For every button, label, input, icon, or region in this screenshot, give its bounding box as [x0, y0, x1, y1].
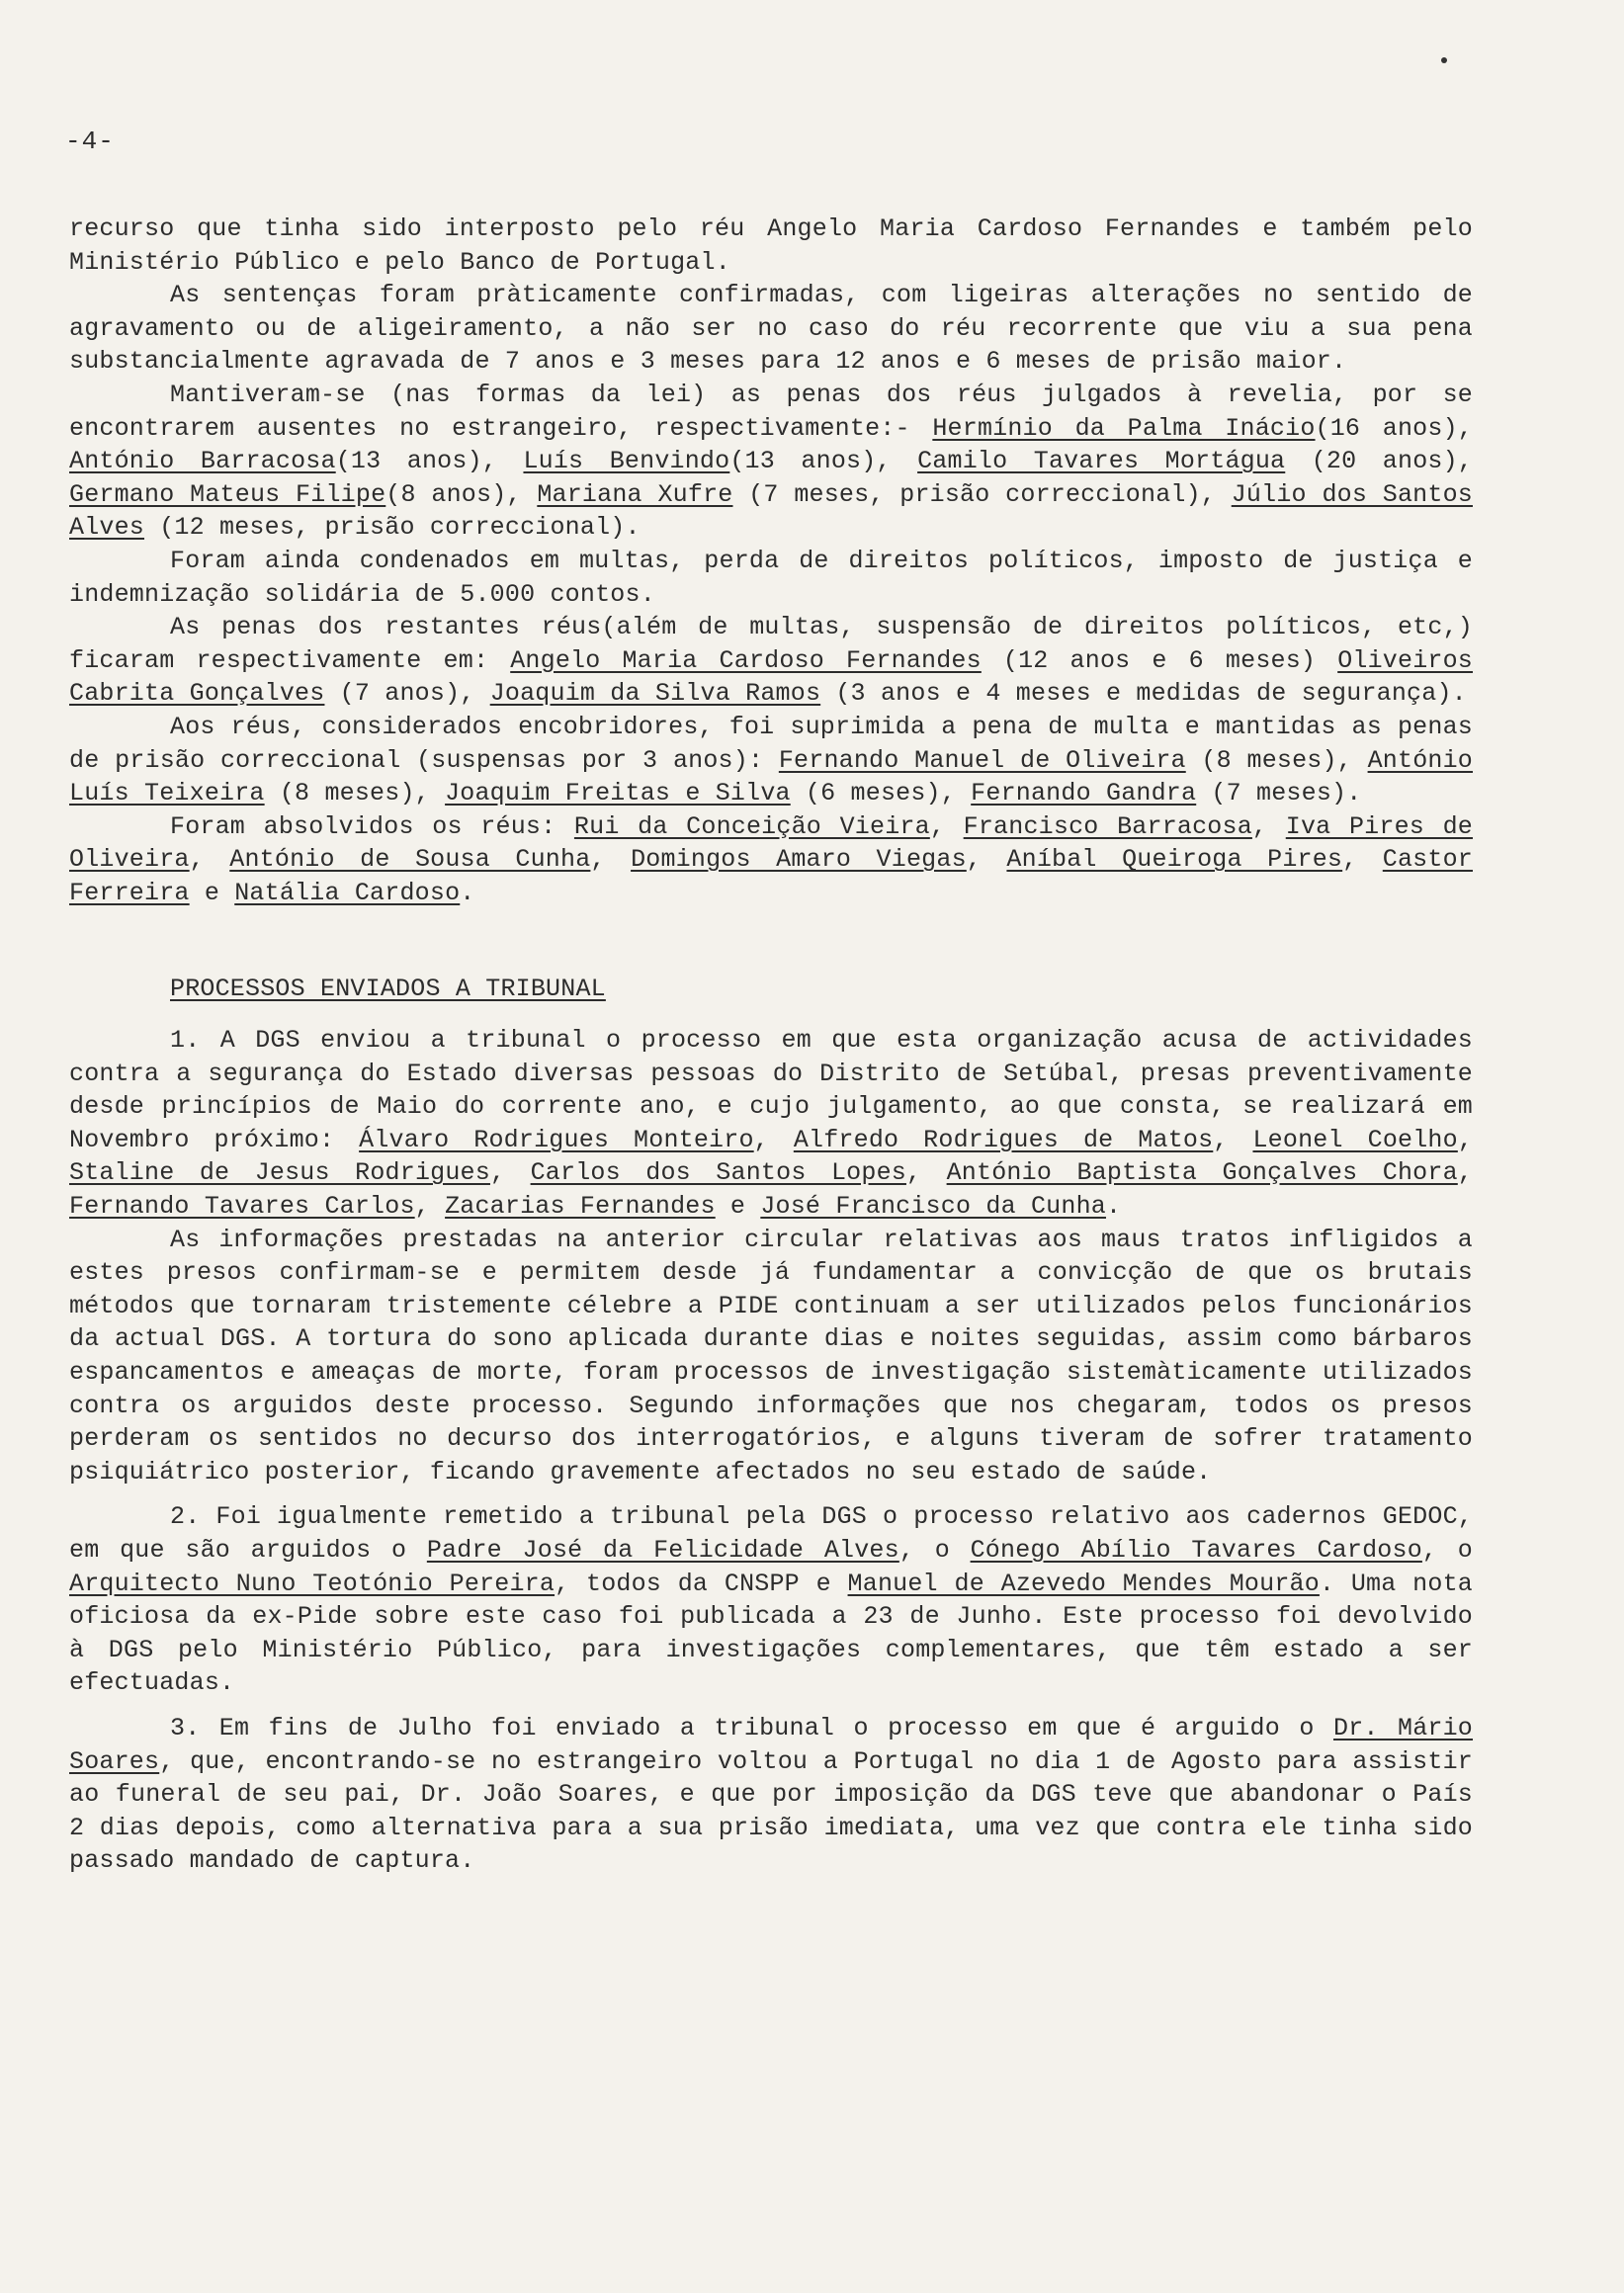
- paragraph-text: Foram ainda condenados em multas, perda de direitos políticos, imposto de justiça e indemnização solidária de 5.000 contos.: [69, 546, 1473, 609]
- paragraph-text: ,: [753, 1125, 794, 1154]
- underlined-name: Angelo Maria Cardoso Fernandes: [510, 645, 982, 675]
- paragraph-text: (13 anos),: [335, 447, 524, 476]
- underlined-name: Castor Ferreira: [69, 845, 1473, 907]
- underlined-name: Fernando Manuel de Oliveira: [778, 745, 1186, 775]
- paragraph-text: Mantiveram-se (nas formas da lei) as penas dos réus julgados à revelia, por se encontrarem ausentes no estrangeiro, respectivamente:-: [69, 380, 1473, 443]
- paragraph: [69, 711, 1473, 810]
- underlined-name: António Baptista Gonçalves Chora: [946, 1158, 1458, 1188]
- paragraph-text: ,: [189, 845, 230, 875]
- underlined-name: Carlos dos Santos Lopes: [530, 1158, 906, 1188]
- paragraph-text: e: [189, 878, 235, 907]
- underlined-name: Cónego Abílio Tavares Cardoso: [970, 1535, 1422, 1565]
- paragraph-text: ,: [1457, 1125, 1474, 1154]
- paragraph-text: (16 anos),: [1315, 413, 1473, 443]
- underlined-name: Hermínio da Palma Inácio: [932, 413, 1316, 443]
- paragraph-text: (13 anos),: [729, 447, 918, 476]
- paragraph-text: (12 anos e 6 meses): [981, 645, 1338, 675]
- underlined-name: Joaquim Freitas e Silva: [445, 779, 791, 808]
- paragraph-text: As informações prestadas na anterior circular relativas aos maus tratos infligidos a estes presos confirmam-se e permitem desde já fundamentar a convicção de que os brutais métodos que tornaram tristemente célebre a PIDE continuam a ser utilizados pelos funcionários da actual DGS. A tortura do sono aplicada durante dias e noites seguidas, assim como bárbaros espancamentos e ameaças de morte, foram processos de investigação sistemàticamente utilizados contra os arguidos deste processo. Segundo informações que nos chegaram, todos os presos perderam os sentidos no decurso dos interrogatórios, e alguns tiveram de sofrer tratamento psiquiátrico posterior, ficando gravemente afectados no seu estado de saúde.: [69, 1225, 1473, 1486]
- paragraph-text: (7 meses).: [1196, 779, 1362, 808]
- verdict-paragraphs: [69, 212, 1473, 909]
- paragraph: [69, 379, 1473, 545]
- paragraph: [69, 545, 1473, 611]
- paragraph-text: (3 anos e 4 meses e medidas de segurança).: [820, 679, 1467, 709]
- underlined-name: Fernando Tavares Carlos: [69, 1192, 415, 1222]
- underlined-name: Padre José da Felicidade Alves: [426, 1535, 899, 1565]
- document-body: [69, 212, 1473, 1878]
- paragraph-text: 2. Foi igualmente remetido a tribunal pela DGS o processo relativo aos cadernos GEDOC, em que são arguidos o: [69, 1502, 1473, 1565]
- spacer: [69, 1006, 1473, 1024]
- underlined-name: Aníbal Queiroga Pires: [1006, 845, 1343, 875]
- underlined-name: António Luís Teixeira: [69, 745, 1474, 808]
- paragraph-text: (7 anos),: [324, 679, 490, 709]
- underlined-name: Luís Benvindo: [523, 447, 730, 476]
- paragraph-text: , todos da CNSPP e: [555, 1569, 848, 1598]
- paragraph: [69, 1712, 1473, 1878]
- underlined-name: Camilo Tavares Mortágua: [917, 447, 1286, 476]
- paragraph: [69, 1224, 1473, 1489]
- underlined-name: Joaquim da Silva Ramos: [489, 679, 821, 709]
- spacer: [69, 955, 1473, 973]
- paragraph-text: 3. Em fins de Julho foi enviado a tribunal o processo em que é arguido o: [170, 1713, 1333, 1742]
- paragraph: [69, 810, 1473, 910]
- underlined-name: Rui da Conceição Vieira: [573, 811, 930, 841]
- underlined-name: Arquitecto Nuno Teotónio Pereira: [69, 1569, 556, 1598]
- paragraph-text: ,: [966, 845, 1007, 875]
- underlined-name: Germano Mateus Filipe: [69, 479, 386, 509]
- paragraph-text: 1. A DGS enviou a tribunal o processo em que esta organização acusa de actividades contra a segurança do Estado diversas pessoas do Distrito de Setúbal, presas preventivamente desde princípios de Maio do corrente ano, e cujo julgamento, ao que consta, se realizará em Novembro próximo:: [69, 1026, 1473, 1154]
- underlined-name: Francisco Barracosa: [963, 811, 1252, 841]
- underlined-name: Staline de Jesus Rodrigues: [69, 1158, 490, 1188]
- spacer: [69, 909, 1473, 955]
- paragraph-text: . Uma nota oficiosa da ex-Pide sobre este caso foi publicada a 23 de Junho. Este processo foi devolvido à DGS pelo Ministério Público, para investigações complementares, que têm estado a ser efectuadas.: [69, 1569, 1473, 1698]
- paragraph-text: ,: [1457, 1158, 1473, 1188]
- underlined-name: António Barracosa: [69, 447, 336, 476]
- underlined-name: Oliveiros Cabrita Gonçalves: [69, 645, 1474, 709]
- underlined-name: Manuel de Azevedo Mendes Mourão: [847, 1569, 1320, 1598]
- paragraph-text: (12 meses, prisão correccional).: [144, 513, 641, 543]
- ink-mark: [1441, 57, 1447, 63]
- underlined-name: Mariana Xufre: [537, 479, 733, 509]
- underlined-name: Natália Cardoso: [234, 878, 461, 907]
- paragraph-text: .: [1105, 1192, 1122, 1222]
- paragraph-text: ,: [929, 811, 964, 841]
- paragraph-text: Foram absolvidos os réus:: [170, 811, 574, 841]
- paragraph-text: ,: [905, 1158, 947, 1188]
- spacer: [69, 1488, 1473, 1500]
- page-number: -4-: [65, 127, 115, 156]
- paragraph-text: (6 meses),: [790, 779, 972, 808]
- paragraph: [69, 611, 1473, 711]
- paragraph: [69, 279, 1473, 379]
- paragraph-text: .: [460, 878, 475, 907]
- paragraph: [69, 1500, 1473, 1700]
- tribunal-process-paragraphs: [69, 1024, 1473, 1878]
- paragraph-text: ,: [590, 845, 632, 875]
- paragraph: [69, 212, 1473, 279]
- underlined-name: Domingos Amaro Viegas: [631, 845, 967, 875]
- paragraph-text: As penas dos restantes réus(além de multas, suspensão de direitos políticos, etc,) ficaram respectivamente em:: [69, 613, 1473, 675]
- paragraph-text: (8 meses),: [1185, 745, 1368, 775]
- underlined-name: Álvaro Rodrigues Monteiro: [359, 1125, 754, 1154]
- paragraph-text: (8 meses),: [264, 779, 446, 808]
- paragraph: [69, 1024, 1473, 1224]
- underlined-name: Dr. Mário Soares: [69, 1713, 1474, 1776]
- paragraph-text: (20 anos),: [1285, 447, 1474, 476]
- paragraph-text: , o: [1421, 1535, 1473, 1565]
- paragraph-text: ,: [414, 1192, 446, 1222]
- underlined-name: José Francisco da Cunha: [760, 1192, 1106, 1222]
- paragraph-text: e: [715, 1192, 761, 1222]
- underlined-name: Alfredo Rodrigues de Matos: [793, 1125, 1214, 1154]
- section-heading: PROCESSOS ENVIADOS A TRIBUNAL: [170, 975, 606, 1004]
- paragraph-text: As sentenças foram pràticamente confirmadas, com ligeiras alterações no sentido de agravamento ou de aligeiramento, a não ser no caso do réu recorrente que viu a sua pena substancialmente agravada de 7 anos e 3 meses para 12 anos e 6 meses de prisão maior.: [69, 281, 1473, 377]
- paragraph-text: (8 anos),: [385, 479, 538, 509]
- paragraph-text: ,: [489, 1158, 531, 1188]
- paragraph-text: (7 meses, prisão correccional),: [732, 479, 1232, 509]
- underlined-name: Iva Pires de Oliveira: [69, 811, 1474, 875]
- paragraph-text: recurso que tinha sido interposto pelo réu Angelo Maria Cardoso Fernandes e também pelo Ministério Público e pelo Banco de Portugal.: [69, 214, 1473, 277]
- paragraph-text: ,: [1342, 845, 1383, 875]
- underlined-name: Júlio dos Santos Alves: [69, 479, 1473, 543]
- paragraph-text: ,: [1213, 1125, 1253, 1154]
- underlined-name: Fernando Gandra: [971, 779, 1197, 808]
- underlined-name: Leonel Coelho: [1252, 1125, 1458, 1154]
- paragraph-text: , que, encontrando-se no estrangeiro voltou a Portugal no dia 1 de Agosto para assistir ao funeral de seu pai, Dr. João Soares, e que por imposição da DGS teve que abandonar o País 2 dias depois, como alternativa para a sua prisão imediata, uma vez que contra ele tinha sido passado mandado de captura.: [69, 1746, 1473, 1876]
- spacer: [69, 1700, 1473, 1712]
- underlined-name: António de Sousa Cunha: [229, 845, 591, 875]
- paragraph-text: Aos réus, considerados encobridores, foi suprimida a pena de multa e mantidas as penas de prisão correccional (suspensas por 3 anos):: [69, 712, 1473, 775]
- underlined-name: Zacarias Fernandes: [445, 1192, 716, 1222]
- paragraph-text: , o: [898, 1535, 971, 1565]
- paragraph-text: ,: [1251, 811, 1286, 841]
